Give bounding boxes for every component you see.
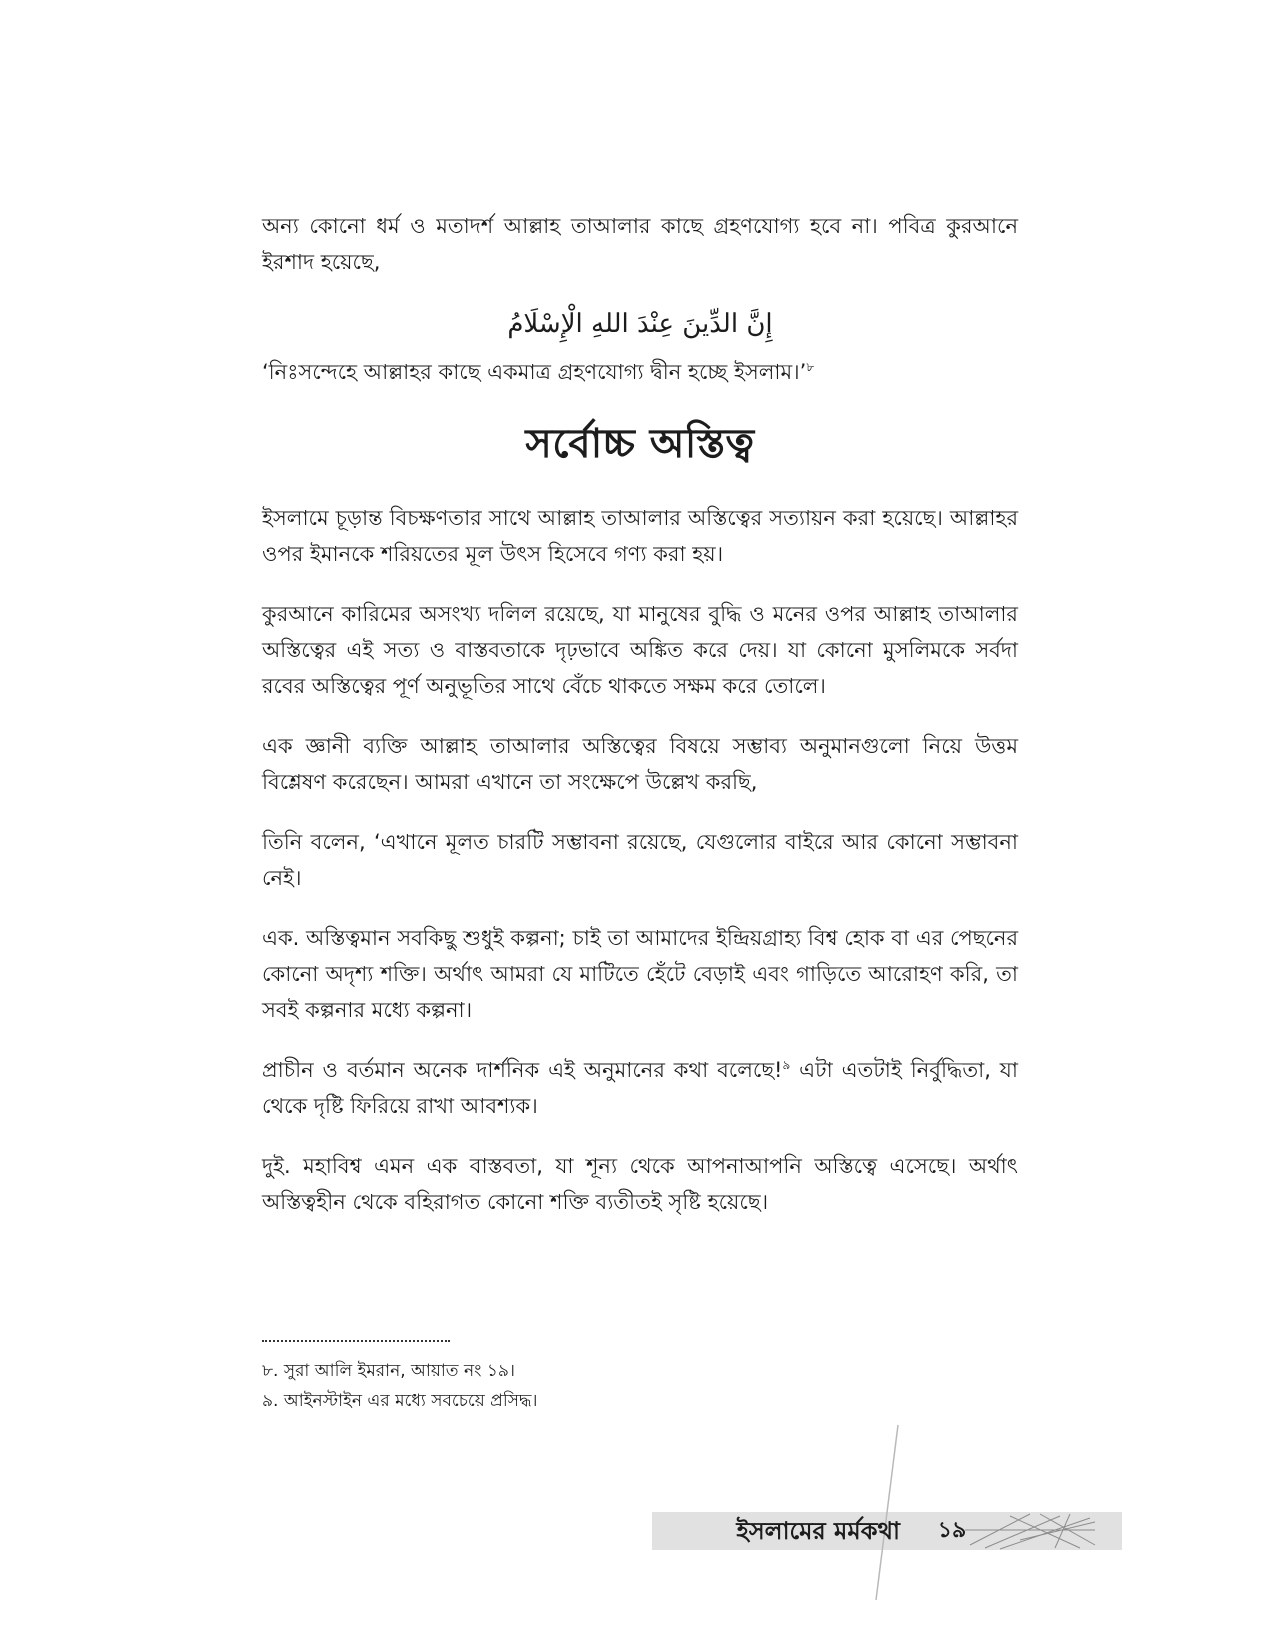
intro-paragraph: অন্য কোনো ধর্ম ও মতাদর্শ আল্লাহ তাআলার কাছে গ্রহণযোগ্য হবে না। পবিত্র কুরআনে ইরশাদ হয়েছে, (262, 214, 1018, 274)
footnote-9: ৯. আইনস্টাইন এর মধ্যে সবচেয়ে প্রসিদ্ধ। (262, 1391, 538, 1411)
footer-book-title: ইসলামের মর্মকথা (736, 1517, 900, 1545)
paragraph-3: এক জ্ঞানী ব্যক্তি আল্লাহ তাআলার অস্তিত্বের বিষয়ে সম্ভাব্য অনুমানগুলো নিয়ে উত্তম বিশ্লেষণ করেছেন। আমরা এখানে তা সংক্ষেপে উল্লেখ করছি, (262, 734, 1018, 794)
footer-crosshatch-ornament (965, 1514, 1095, 1549)
paragraph-4: তিনি বলেন, ‘এখানে মূলত চারটি সম্ভাবনা রয়েছে, যেগুলোর বাইরে আর কোনো সম্ভাবনা নেই। (262, 830, 1018, 890)
paragraph-5: এক. অস্তিত্বমান সবকিছু শুধুই কল্পনা; চাই তা আমাদের ইন্দ্রিয়গ্রাহ্য বিশ্ব হোক বা এর পেছনের কোনো অদৃশ্য শক্তি। অর্থাৎ আমরা যে মাটিতে হেঁটে বেড়াই এবং গাড়িতে আরোহণ করি, তা সবই কল্পনার মধ্যে কল্পনা। (262, 926, 1018, 1022)
footnote-ref-9: ৯ (782, 1058, 791, 1072)
arabic-verse: إِنَّ الدِّينَ عِنْدَ اللهِ الْإِسْلَامُ (507, 309, 773, 339)
paragraph-two: দুই. মহাবিশ্ব এমন এক বাস্তবতা, যা শূন্য থেকে আপনাআপনি অস্তিত্বে এসেছে। অর্থাৎ অস্তিত্বহীন থেকে বহিরাগত কোনো শক্তি ব্যতীতই সৃষ্টি হয়েছে। (262, 1154, 1018, 1214)
paragraph-1: ইসলামে চূড়ান্ত বিচক্ষণতার সাথে আল্লাহ তাআলার অস্তিত্বের সত্যায়ন করা হয়েছে। আল্লাহর ওপর ইমানকে শরিয়তের মূল উৎস হিসেবে গণ্য করা হয়। (262, 506, 1018, 566)
footnote-8: ৮. সুরা আলি ইমরান, আয়াত নং ১৯। (262, 1361, 515, 1381)
translation-text: ‘নিঃসন্দেহে আল্লাহর কাছে একমাত্র গ্রহণযোগ্য দ্বীন হচ্ছে ইসলাম।’ (262, 360, 807, 384)
philosophers-text-after: এটা এতটাই নির্বুদ্ধিতা, যা থেকে দৃষ্টি ফিরিয়ে রাখা আবশ্যক। (262, 1058, 1018, 1118)
section-heading: সর্বোচ্চ অস্তিত্ব (525, 421, 755, 467)
footer-page-number: ১৯ (937, 1518, 967, 1543)
philosophers-text-before: প্রাচীন ও বর্তমান অনেক দার্শনিক এই অনুমানের কথা বলেছে! (262, 1058, 783, 1082)
footnote-ref-8: ৮ (806, 360, 815, 374)
paragraph-2: কুরআনে কারিমের অসংখ্য দলিল রয়েছে, যা মানুষের বুদ্ধি ও মনের ওপর আল্লাহ তাআলার অস্তিত্বের এই সত্য ও বাস্তবতাকে দৃঢ়ভাবে অঙ্কিত করে দেয়। যা কোনো মুসলিমকে সর্বদা রবের অস্তিত্বের পূর্ণ অনুভূতির সাথে বেঁচে থাকতে সক্ষম করে তোলে। (262, 602, 1018, 698)
